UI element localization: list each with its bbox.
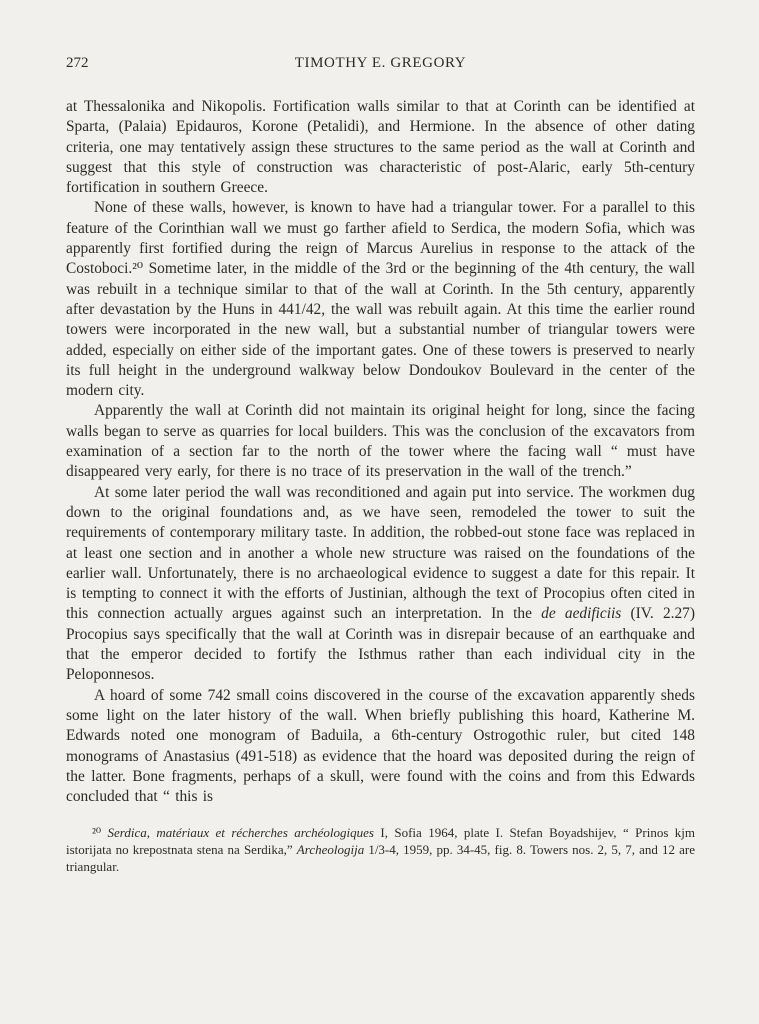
paragraph	[66, 686, 695, 808]
body-text	[66, 97, 695, 807]
text-segment: at Thessalonika and Nikopolis. Fortification walls similar to that at Corinth can be identified at Sparta, (Palaia) Epidauros, Korone (Petalidi), and Hermione. In the absence of other dating criteria, one may tentatively assign these structures to the same period as the wall at Corinth and suggest that this style of construction was characteristic of post-Alaric, early 5th-century fortification in southern Greece.	[66, 98, 695, 197]
text-segment: At some later period the wall was reconditioned and again put into service. The workmen dug down to the original foundations and, as we have seen, remodeled the tower to suit the requirements of contemporary military taste. In addition, the robbed-out stone face was replaced in at least one section and in another a whole new structure was raised on the foundations of the earlier wall. Unfortunately, there is no archaeological evidence to suggest a date for this repair. It is tempting to connect it with the efforts of Justinian, although the text of Procopius often cited in this connection actually argues against such an interpretation. In the	[66, 483, 695, 623]
running-head: TIMOTHY E. GREGORY	[294, 55, 467, 71]
text-segment: Apparently the wall at Corinth did not maintain its original height for long, since the facing walls began to serve as quarries for local builders. This was the conclusion of the excavators from examination of a section far to the north of the tower where the facing wall “ must have disappeared very early, for there is no trace of its preservation in the wall of the trench.”	[66, 402, 695, 481]
text-segment: Serdica, matériaux et récherches archéologiques	[107, 825, 374, 841]
text-segment: Archeologija	[296, 842, 365, 858]
text-segment: None of these walls, however, is known to have had a triangular tower. For a parallel to this feature of the Corinthian wall we must go farther afield to Serdica, the modern Sofia, which was apparently first fortified during the reign of Marcus Aurelius in response to the attack of the Costoboci.²⁰ Sometime later, in the middle of the 3rd or the beginning of the 4th century, the wall was rebuilt in a technique similar to that of the wall at Corinth. In the 5th century, apparently after devastation by the Huns in 441/42, the wall was rebuilt again. At this time the earlier round towers were incorporated in the new wall, but a substantial number of triangular towers were added, especially on either side of the important gates. One of these towers is preserved to nearly its full height in the underground walkway below Dondoukov Boulevard in the center of the modern city.	[66, 199, 695, 400]
page-header	[66, 55, 695, 75]
text-segment: A hoard of some 742 small coins discovered in the course of the excavation apparently sheds some light on the later history of the wall. When briefly publishing this hoard, Katherine M. Edwards noted one monogram of Baduila, a 6th-century Ostrogothic ruler, but cited 148 monograms of Anastasius (491-518) as evidence that the hoard was deposited during the reign of the latter. Bone fragments, perhaps of a skull, were found with the coins and from this Edwards concluded that “ this is	[66, 686, 695, 806]
page-number: 272	[66, 55, 89, 71]
paragraph	[66, 401, 695, 482]
text-segment: ²⁰	[92, 825, 108, 841]
text-segment: (IV. 2.27) Procopius says specifically that the wall at Corinth was in disrepair because of an earthquake and that the emperor decided to fortify the Isthmus rather than each individual city in the Peloponnesos.	[66, 605, 695, 684]
text-segment: de aedificiis	[541, 605, 622, 623]
text-segment: 1/3-4, 1959, pp. 34-45, fig. 8. Towers nos. 2, 5, 7, and 12 are triangular.	[66, 842, 695, 875]
paragraph-continuation	[66, 97, 695, 198]
footnote	[66, 824, 695, 875]
paragraph	[66, 483, 695, 686]
paragraph	[66, 198, 695, 401]
text-segment: I, Sofia 1964, plate I. Stefan Boyadshijev, “ Prinos kjm istorijata no krepostnata stena na Serdika,”	[66, 825, 696, 858]
